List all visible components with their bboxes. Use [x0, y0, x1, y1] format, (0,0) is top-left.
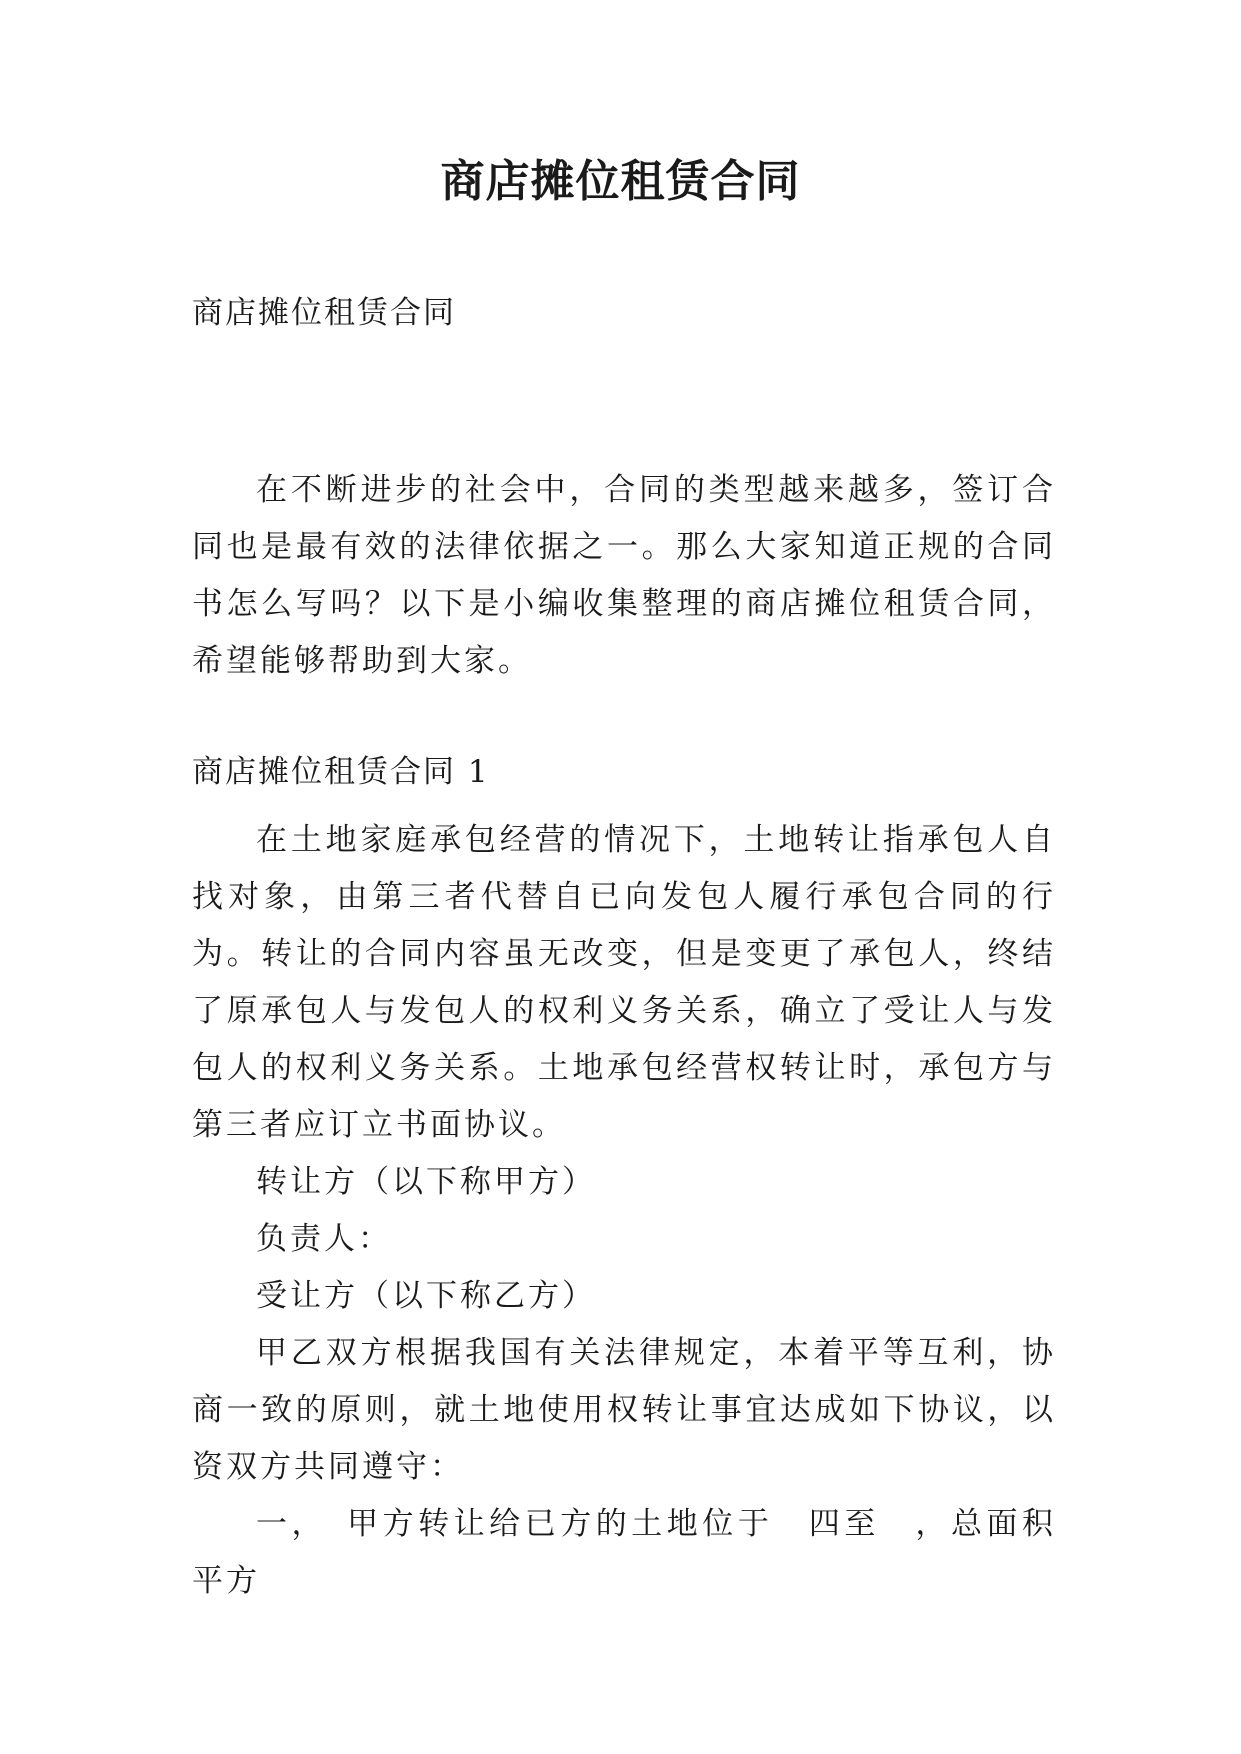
intro-section: [192, 462, 1056, 690]
body-paragraph: 在土地家庭承包经营的情况下，土地转让指承包人自找对象，由第三者代替自已向发包人履行承包合同的行为。转让的合同内容虽无改变，但是变更了承包人，终结了原承包人与发包人的权利义务关系，确立了受让人与发包人的权利义务关系。土地承包经营权转让时，承包方与第三者应订立书面协议。: [192, 822, 1056, 1143]
section-heading: 商店摊位租赁合同 1: [192, 754, 490, 790]
document-title: 商店摊位租赁合同: [440, 156, 801, 207]
transferee-line: 受让方（以下称乙方）: [256, 1278, 596, 1314]
body-paragraph: 甲乙双方根据我国有关法律规定，本着平等互利，协商一致的原则，就土地使用权转让事宜达成如下协议，以资双方共同遵守：: [192, 1335, 1056, 1485]
responsible-person-line: 负责人：: [256, 1221, 392, 1257]
clause-one: 一， 甲方转让给已方的土地位于 四至 ，总面积 平方: [192, 1506, 1090, 1599]
transferor-line: 转让方（以下称甲方）: [256, 1164, 596, 1200]
document-subtitle: 商店摊位租赁合同: [192, 295, 456, 331]
intro-paragraph: 在不断进步的社会中，合同的类型越来越多，签订合同也是最有效的法律依据之一。那么大家知道正规的合同书怎么写吗？以下是小编收集整理的商店摊位租赁合同，希望能够帮助到大家。: [192, 472, 1056, 679]
contract-body: [192, 812, 1090, 1610]
